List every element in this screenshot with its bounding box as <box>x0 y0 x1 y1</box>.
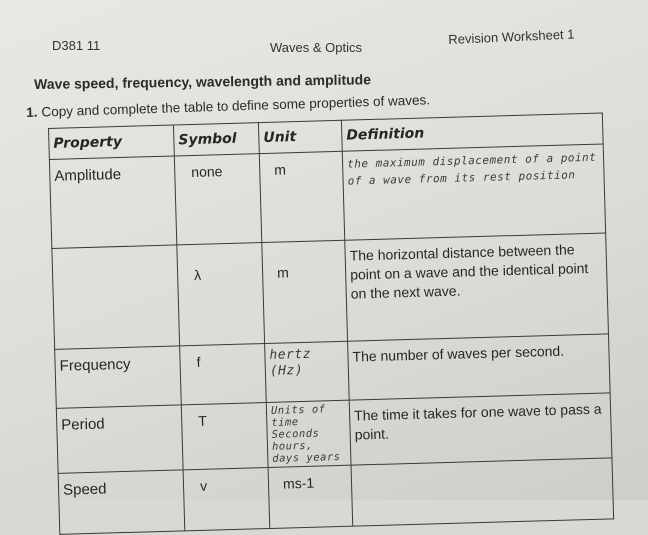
table-row <box>49 144 605 248</box>
cell-property: Frequency <box>55 346 182 408</box>
cell-property <box>52 245 180 349</box>
cell-property: Speed <box>58 470 185 534</box>
table-row <box>52 233 609 349</box>
question-number: 1. <box>26 104 38 120</box>
cell-symbol: λ <box>177 243 265 346</box>
cell-symbol: none <box>174 154 261 245</box>
cell-unit: ms-1 <box>268 465 353 528</box>
cell-unit: m <box>259 151 344 242</box>
wave-properties-table <box>48 113 614 535</box>
subject-title: Waves & Optics <box>270 40 362 55</box>
cell-definition <box>351 458 614 526</box>
cell-symbol: T <box>181 403 268 470</box>
question-1 <box>26 92 430 120</box>
cell-definition-handwritten: the maximum displacement of a point of a wave from its rest position <box>342 144 605 240</box>
cell-symbol: v <box>183 467 270 530</box>
cell-property: Amplitude <box>49 156 176 248</box>
cell-unit-handwritten: Units of time Seconds hours, days years <box>266 400 351 467</box>
worksheet-name: Revision Worksheet 1 <box>448 26 575 47</box>
wave-properties-table-wrap <box>48 113 614 535</box>
cell-symbol: f <box>180 344 267 405</box>
header-definition: Definition <box>341 113 603 151</box>
header-unit: Unit <box>258 120 342 153</box>
course-code: D381 11 <box>52 38 101 53</box>
cell-unit: m <box>262 240 348 343</box>
cell-unit-handwritten: hertz (Hz) <box>265 341 350 402</box>
cell-definition: The number of waves per second. <box>348 334 611 400</box>
question-text: Copy and complete the table to define some properties of waves. <box>41 92 431 120</box>
header-property: Property <box>49 125 175 159</box>
cell-definition: The horizontal distance between the point on a wave and the identical point on the next wave. <box>345 233 609 341</box>
section-title: Wave speed, frequency, wavelength and amplitude <box>34 71 372 92</box>
cell-definition: The time it takes for one wave to pass a point. <box>349 393 612 465</box>
cell-property: Period <box>56 405 183 473</box>
header-symbol: Symbol <box>173 123 259 156</box>
